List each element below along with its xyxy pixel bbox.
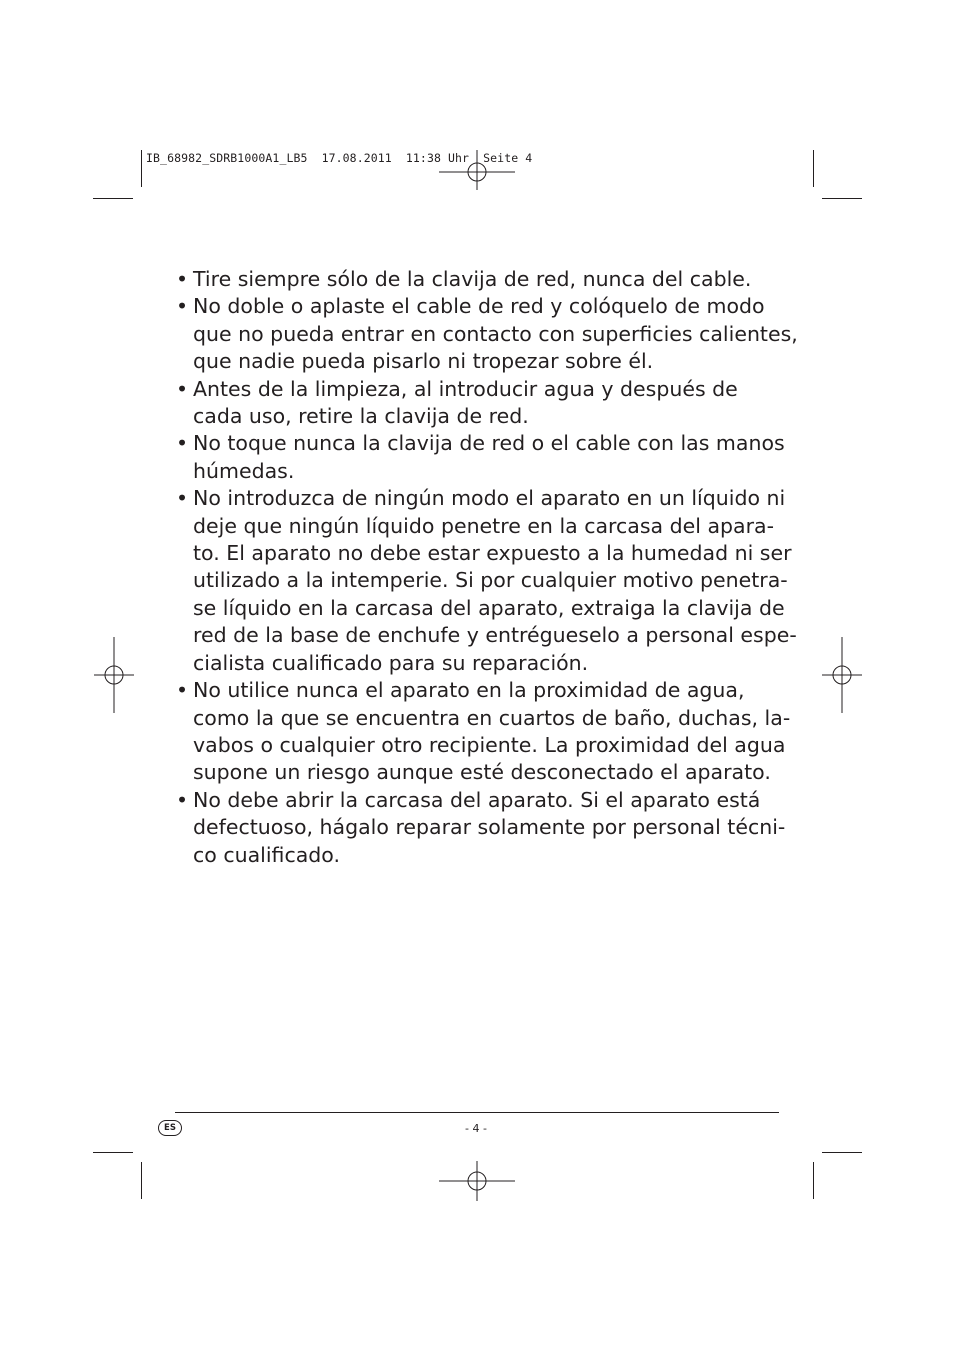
instruction-text-line: No toque nunca la clavija de red o el cable con las manos: [193, 431, 785, 456]
bullet: •: [176, 267, 189, 291]
safety-instructions-list: [174, 266, 798, 869]
crop-mark: [822, 1152, 862, 1153]
instruction-text-line: No utilice nunca el aparato en la proximidad de agua,: [193, 678, 745, 703]
page-number: - 4 -: [465, 1122, 487, 1135]
footer-divider: [175, 1112, 779, 1113]
instruction-item: [174, 787, 786, 869]
print-slug-line: IB_68982_SDRB1000A1_LB5 17.08.2011 11:38 Uhr Seite 4: [146, 151, 533, 165]
instruction-text-line: cialista cualificado para su reparación.: [193, 650, 589, 675]
instruction-text-line: Tire siempre sólo de la clavija de red, nunca del cable.: [193, 267, 752, 291]
instruction-text-line: que nadie pueda pisarlo ni tropezar sobre él.: [193, 349, 654, 374]
bullet: •: [176, 431, 189, 456]
registration-mark-left-icon: [76, 637, 152, 713]
registration-mark-right-icon: [804, 637, 880, 713]
crop-mark: [813, 1162, 814, 1199]
instruction-text-line: supone un riesgo aunque esté desconectado el aparato.: [193, 760, 771, 785]
language-badge: ES: [158, 1120, 182, 1136]
bullet: •: [176, 787, 189, 812]
instruction-text-line: co cualificado.: [193, 842, 341, 867]
instruction-item: [174, 266, 786, 293]
instruction-text-line: Antes de la limpieza, al introducir agua y después de: [193, 376, 738, 401]
instruction-text-line: deje que ningún líquido penetre en la carcasa del apara-: [193, 513, 774, 538]
bullet: •: [176, 678, 189, 703]
bullet: •: [176, 376, 189, 401]
bullet: •: [176, 486, 189, 511]
instruction-text-line: húmedas.: [193, 458, 295, 483]
instruction-text-line: No doble o aplaste el cable de red y colóquelo de modo: [193, 294, 765, 319]
instruction-text-line: to. El aparato no debe estar expuesto a la humedad ni ser: [193, 541, 792, 566]
instruction-item: [174, 376, 786, 431]
registration-mark-bottom-icon: [439, 1143, 515, 1219]
crop-mark: [813, 150, 814, 187]
instruction-text-line: red de la base de enchufe y entrégueselo a personal espe-: [193, 623, 797, 648]
instruction-item: [174, 677, 791, 787]
instruction-text-line: defectuoso, hágalo reparar solamente por personal técni-: [193, 815, 786, 840]
bullet: •: [176, 294, 189, 319]
instruction-text-line: se líquido en la carcasa del aparato, extraiga la clavija de: [193, 595, 785, 620]
registration-mark-top-icon: [439, 134, 515, 210]
instruction-item: [174, 293, 798, 375]
crop-mark: [141, 150, 142, 187]
instruction-text-line: utilizado a la intemperie. Si por cualquier motivo penetra-: [193, 568, 788, 593]
instruction-text-line: que no pueda entrar en contacto con superficies calientes,: [193, 321, 798, 346]
instruction-item: [174, 430, 786, 485]
crop-mark: [141, 1162, 142, 1199]
instruction-text-line: No debe abrir la carcasa del aparato. Si el aparato está: [193, 787, 761, 812]
instruction-text-line: No introduzca de ningún modo el aparato en un líquido ni: [193, 486, 786, 511]
instruction-text-line: cada uso, retire la clavija de red.: [193, 404, 529, 429]
crop-mark: [93, 1152, 133, 1153]
instruction-text-line: vabos o cualquier otro recipiente. La proximidad del agua: [193, 732, 786, 757]
crop-mark: [822, 198, 862, 199]
crop-mark: [93, 198, 133, 199]
instruction-item: [174, 485, 797, 677]
instruction-text-line: como la que se encuentra en cuartos de baño, duchas, la-: [193, 705, 791, 730]
